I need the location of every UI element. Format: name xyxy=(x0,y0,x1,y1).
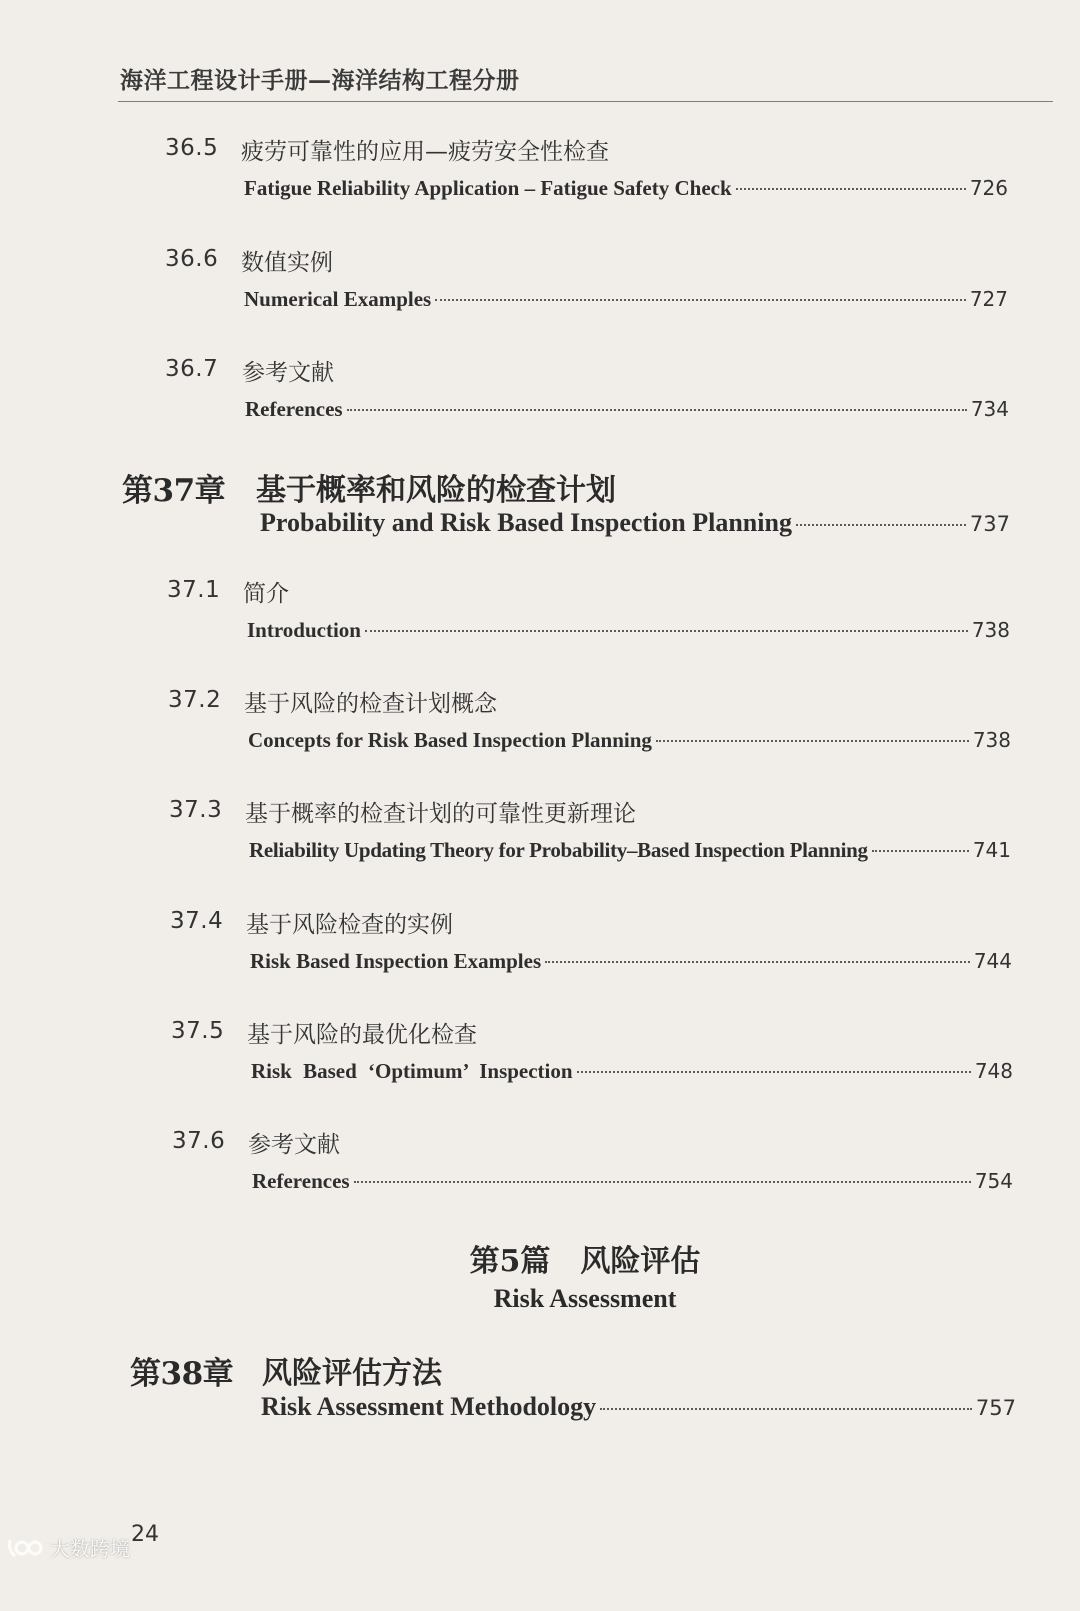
toc-entry[interactable] xyxy=(244,176,1008,206)
toc-entry[interactable] xyxy=(251,1059,1013,1089)
page-ref: 727 xyxy=(969,287,1008,311)
page-ref: 726 xyxy=(969,176,1008,200)
section-number: 36.6 xyxy=(165,246,219,272)
watermark xyxy=(6,1533,130,1562)
section-title-cn: 基于风险的最优化检查 xyxy=(247,1022,477,1048)
section-title-en: Risk Based ‘Optimum’ Inspection xyxy=(251,1059,573,1083)
section-number: 36.7 xyxy=(165,356,219,382)
leader-dots xyxy=(577,1071,971,1073)
part-title-en: Risk Assessment xyxy=(493,1284,677,1313)
toc-entry[interactable] xyxy=(244,287,1008,317)
leader-dots xyxy=(796,524,966,526)
leader-dots xyxy=(545,961,970,963)
chapter-label: 第37章 xyxy=(122,473,226,509)
page-ref: 754 xyxy=(974,1169,1013,1193)
toc-entry-chapter[interactable] xyxy=(261,1392,1016,1428)
part-title-cn: 第5篇 风险评估 xyxy=(469,1244,701,1279)
section-title-cn: 基于概率的检查计划的可靠性更新理论 xyxy=(245,801,636,827)
section-title-en: References xyxy=(252,1169,350,1193)
chapter-title-en: Probability and Risk Based Inspection Planning xyxy=(260,508,792,537)
toc-entry[interactable] xyxy=(245,397,1009,427)
section-title-en: References xyxy=(245,397,343,421)
section-number: 37.2 xyxy=(168,687,222,713)
section-title-cn: 参考文献 xyxy=(242,360,334,386)
section-number: 37.1 xyxy=(167,577,221,603)
section-title-en: Reliability Updating Theory for Probability–Based Inspection Planning xyxy=(249,838,868,862)
section-number: 37.4 xyxy=(170,908,224,934)
toc-entry[interactable] xyxy=(248,728,1011,758)
running-head: 海洋工程设计手册—海洋结构工程分册 xyxy=(120,67,520,94)
leader-dots xyxy=(656,740,969,742)
section-number: 36.5 xyxy=(165,135,219,161)
page-number: 24 xyxy=(131,1522,159,1547)
section-title-en: Concepts for Risk Based Inspection Planning xyxy=(248,728,652,752)
section-title-en: Risk Based Inspection Examples xyxy=(250,949,542,973)
section-title-en: Fatigue Reliability Application – Fatigue Safety Check xyxy=(244,176,732,200)
page-ref: 741 xyxy=(972,838,1011,862)
section-title-cn: 参考文献 xyxy=(248,1132,340,1158)
leader-dots xyxy=(354,1181,971,1183)
section-number: 37.5 xyxy=(171,1018,225,1044)
page-ref: 757 xyxy=(975,1396,1016,1420)
section-title-en: Introduction xyxy=(247,618,361,642)
section-title-en: Numerical Examples xyxy=(244,287,432,311)
toc-entry[interactable] xyxy=(250,949,1012,979)
chapter-title-en: Risk Assessment Methodology xyxy=(261,1392,597,1421)
page-ref: 734 xyxy=(970,397,1009,421)
section-title-cn: 数值实例 xyxy=(241,250,333,276)
page-ref: 738 xyxy=(971,618,1010,642)
toc-entry[interactable] xyxy=(247,618,1010,648)
dashu-logo-icon xyxy=(6,1535,46,1561)
chapter-title-cn: 基于概率和风险的检查计划 xyxy=(256,473,616,508)
chapter-label: 第38章 xyxy=(130,1356,234,1392)
section-number: 37.6 xyxy=(172,1128,226,1154)
section-title-cn: 疲劳可靠性的应用—疲劳安全性检查 xyxy=(241,139,609,165)
leader-dots xyxy=(872,850,969,852)
page-ref: 748 xyxy=(974,1059,1013,1083)
leader-dots xyxy=(736,188,966,190)
toc-entry[interactable] xyxy=(252,1169,1013,1199)
leader-dots xyxy=(365,630,968,632)
leader-dots xyxy=(435,299,966,301)
leader-dots xyxy=(600,1408,972,1410)
section-number: 37.3 xyxy=(169,797,223,823)
toc-entry-chapter[interactable] xyxy=(260,508,1010,544)
chapter-title-cn: 风险评估方法 xyxy=(262,1356,442,1391)
section-title-cn: 基于风险的检查计划概念 xyxy=(244,691,497,717)
page-ref: 737 xyxy=(969,512,1010,536)
toc-entry[interactable] xyxy=(249,838,1011,868)
page-ref: 738 xyxy=(972,728,1011,752)
section-title-cn: 基于风险检查的实例 xyxy=(246,912,453,938)
section-title-cn: 简介 xyxy=(243,581,289,607)
page-ref: 744 xyxy=(973,949,1012,973)
leader-dots xyxy=(347,409,967,411)
header-rule xyxy=(118,101,1053,102)
watermark-text: 大数跨境 xyxy=(50,1537,130,1561)
